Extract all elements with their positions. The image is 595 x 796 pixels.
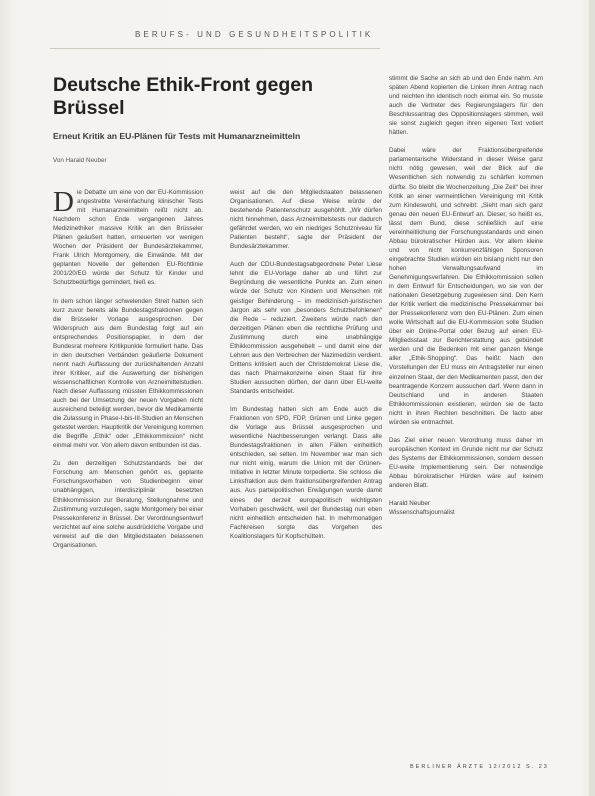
page-edge — [589, 0, 595, 796]
paragraph: Im Bundestag hatten sich am Ende auch die Fraktionen von SPD, FDP, Grünen und Linke gegen die Vorlage aus Brüssel ausgesprochen und wesentliche Nachbesserungen verlangt. Dass alle Bundestagsfraktionen in allen Fällen einheitlich entschieden, sei selten. Im November war man sich nur nicht einig, warum die Union mit der Grünen-Initiative in letzter Minute torpedierte. Sie schloss die Linksfraktion aus dem fraktionsübergreifenden Antrag aus. Aus parteipolitischen Erwägungen wurde damit eines der derzeit europapolitisch wichtigsten Vorhaben geschwächt, weil der Bundestag nun eben nicht einheitlich entscheiden hat. In mehrmonatigen Fachkreisen sorgte das Vorgehen des Koalitionslagers für Kopfschütteln. — [230, 406, 382, 540]
author-signature — [389, 499, 543, 517]
paragraph: Die Debatte um eine von der EU-Kommission angestrebte Vereinfachung klinischer Tests mit Humanarzneimitteln reißt nicht ab. Nachdem schon Ende vergangenen Jahres Medizinethiker massive Kritik an den Brüsseler Plänen geäußert hatten, erneuerten vor wenigen Wochen der Präsident der Bundesärztekammer, Frank Ulrich Montgomery, die Einwände. Mit der geplanten Novelle der geltenden EU-Richtlinie 2001/20/EG würde der Schutz für Kinder und Schutzbedürftige gemindert, hieß es. — [53, 186, 203, 287]
paragraph: stimmt die Sache an sich ab und den Ende nahm. Am späten Abend kopierten die Linken ihren Antrag nach und reichten ihn identisch noch einmal ein. So musste auch die Vertreter des Regierungslagers für den Beschlussantrag des Oppositionslagers stimmen, weil sie sonst zugleich gegen ihren eigenen Text votiert hätten. — [389, 75, 543, 137]
paragraph: Auch der CDU-Bundestagsabgeordnete Peter Liese lehnt die EU-Vorlage daher ab und führt zur Begründung die wesentliche Punkte an. Zum einen würde der Schutz von Kindern und Menschen mit geistiger Behinderung – im medizinisch-juristischen Jargon als sehr von „besonders Schutzbefohlenen“ die Rede – reduziert. Zweitens würde nach den derzeitigen Plänen eben die rechtliche Prüfung und Zustimmung durch eine unabhängige Ethikkommission ausgehebelt – und damit eine der Lehren aus den Verbrechen der Nazimedizin verdient. Drittens kritisiert auch der Christdemokrat Liese die, das nach Pharmakonzerne einen Staat für ihre Studien aussuchen dürften, der dann über EU-weite Standards entscheidet. — [230, 261, 382, 395]
article-column-1 — [53, 188, 203, 559]
paragraph: Zu den derzeitigen Schutzstandards bei der Forschung am Menschen gehört es, geplante Forschungsvorhaben von Studienbeginn einer unabhängigen, interdisziplinär besetzten Ethikkommission zur Beratung, Stellungnahme und Zustimmung vorzulegen, sagte Montgomery bei einer Pressekonferenz in Brüssel. Der Verordnungsentwurf verzichtet auf eine solche ausdrückliche Vorgabe und verweist auf die den Mitgliedstaaten belassenen Organisationen. — [53, 460, 203, 549]
article-column-3 — [389, 74, 543, 517]
paragraph: Das Ziel einer neuen Verordnung muss daher im europäischen Kontext im Grunde nicht nur der Schutz des Systems der Ethikkommissionen, sondern dessen EU-weite Implementierung sein. Der notwendige Abbau bürokratischer Hürden wäre auf keinem anderen Blatt. — [389, 436, 543, 490]
author-name: Harald Neuber — [389, 500, 430, 508]
drop-cap: D — [53, 186, 74, 218]
paragraph: In dem schon länger schwelenden Streit hatten sich kurz zuvor bereits alle Bundestagsfraktionen gegen die Brüsseler Vorlage ausgesprochen. Der Widerspruch aus dem Bundestag folgt auf ein entsprechendes Positionspapier, in dem der Bundesrat mehrere Kritikpunkte formuliert hatte. Das in den deutschen Verbänden geäußerte Dokument nennt nach Auffassung der zurückhaltenden Anzahl ihrer Kritiker, auf die Auswertung der bisherigen wissenschaftlichen Kontrolle von Arzneimittelstudien. Nach dieser Auffassung müssten Ethikkommissionen auch bei der Umsetzung der neuen Vorgaben nicht ausreichend beteiligt werden, bevor die Medikamente die Zulassung in Phase-I-bis-III-Studien an Menschen getestet werden. Hauptkritik der Vereinigung kommen die Begriffe „Ethik“ oder „Ethikkommission“ nicht einmal mehr vor. Von allem davon entbunden ist das. — [53, 297, 203, 450]
paragraph: weist auf die den Mitgliedstaaten belassenen Organisationen. Auf diese Weise würde der bestehende Patientenschutz ausgehöhlt. „Wir dürfen nicht hinnehmen, dass Arzneimittelstests nur dadurch gefährdet werden, wo ein niedriges Schutzniveau für Patienten besteht“, sagte der Präsident der Bundesärztekammer. — [230, 189, 382, 251]
paragraph: Dabei wäre der Fraktionsübergreifende parlamentarische Widerstand in dieser Weise ganz nicht nötig gewesen, weil der Blick auf die Wesentlichen sich notwendig zu schärfen kommen dürfte. So bleibt die Wochenzeitung „Die Zeit“ bei ihrer Kritik an einer vermeintlichen Vereinigung mit Kritik zum Kindeswohl, und schreibt: „Sieht man sich ganz genau den neuen EU-Entwurf an. Dieser, so heißt es, lässt dem Bund, diese schließlich auf eine vereinheitlichung der Forschungsstandards und einen Abbau bürokratischer Hürden aus. Vor allem kleine und von nicht konkurrenzfähigen Sponsoren eingebrachte Studien würden ein bislang nicht nur den hohen Verwaltungsaufwand im Genehmigungsverfahren. Die Ethikkommission sollen in dem Entwurf für Entscheidungen, wo sie von der nationalen Gesetzgebung zugewiesen sind. Den Kern der Kritik verliert die medizinische Pressekammer bei der Pressekonferenz vom den EU-Plänen. Zum einen wolle Wirtschaft auf die EU-Kommission solle Studien über ein Online-Portal oder Bezug auf einen EU-Mitgliedsstaat zur Berichterstattung aus gebündelt werden und die Bedenken mit einer ganzen Menge aller „Ethik-Shopping“. Das heißt: Nach den Vorstellungen der EU muss ein Antragsteller nur einen einzelnen Staat, der den Medikamenten passt, den der beantragende Konzern aussuchen darf. Wenn dann in Deutschland und in anderen Staaten Ethikkommissionen existieren, würden sie de facto nicht in ihren Rechten beschnitten. De facto aber würden sie entmachtet. — [389, 147, 543, 426]
article-byline: Von Harald Neuber — [53, 157, 107, 164]
section-divider — [50, 48, 380, 49]
article-headline: Deutsche Ethik-Front gegen Brüssel — [53, 74, 314, 119]
article-subheadline: Erneut Kritik an EU-Plänen für Tests mit Humanarzneimitteln — [53, 131, 301, 141]
author-role: Wissenschaftsjournalist — [389, 509, 455, 517]
article-column-2 — [230, 188, 382, 550]
page-footer: BERLINER ÄRZTE 12/2012 S. 23 — [410, 764, 549, 770]
section-label: BERUFS- UND GESUNDHEITSPOLITIK — [135, 30, 374, 39]
